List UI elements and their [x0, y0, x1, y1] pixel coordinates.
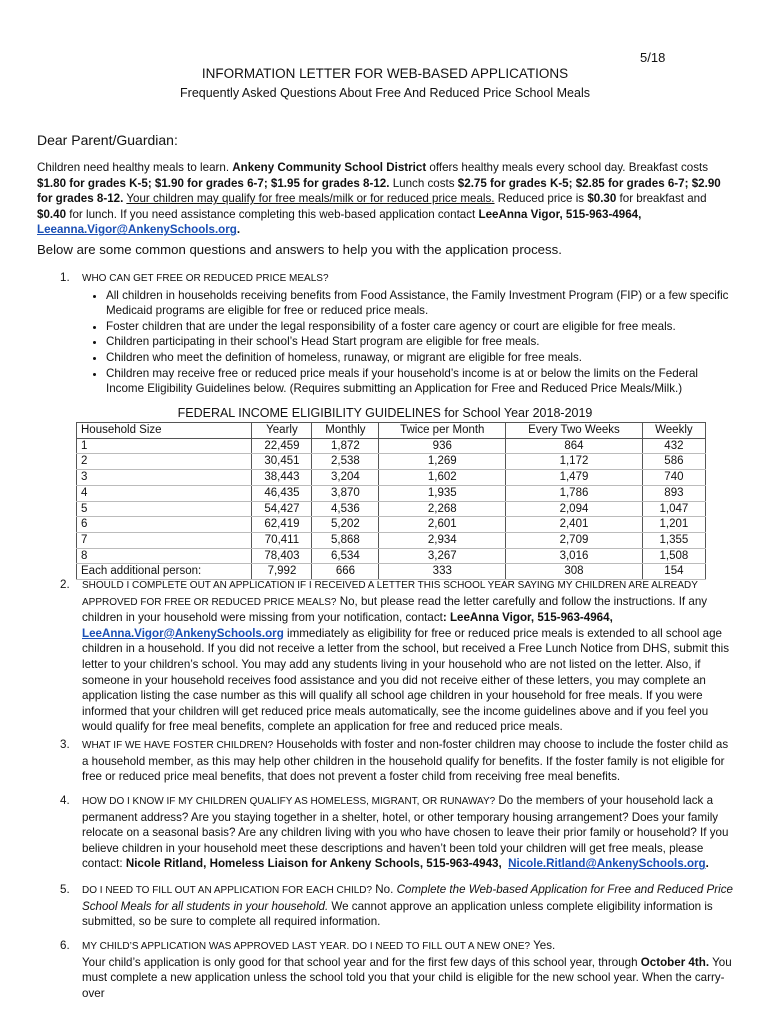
table-cell: 22,459 [252, 438, 312, 454]
table-row [77, 454, 706, 470]
contact-email-link[interactable]: LeeAnna.Vigor@AnkenySchools.org [82, 626, 284, 640]
text: . [236, 223, 241, 237]
table-cell: 54,427 [252, 501, 312, 517]
column-header: Weekly [642, 423, 705, 439]
table-cell: 1,201 [642, 517, 705, 533]
answer-emphasis: Complete the Web-based Application for Free and Reduced Price School Meals for all students in your household. [82, 883, 733, 913]
faq-item-2 [60, 577, 736, 735]
table-row [77, 517, 706, 533]
table-cell: Each additional person: [77, 564, 252, 580]
question: HOW DO I KNOW IF MY CHILDREN QUALIFY AS HOMELESS, MIGRANT, OR RUNAWAY? [82, 796, 496, 807]
question-number: 2. [60, 578, 70, 591]
answer-text: immediately as eligibility for free or reduced price meals is extended to all school age children in a household. If you did not receive a letter from the school, but received a Free Lunch Notice from DHS, submit this letter to your children’s school. You may add any students living in your household who are not listed on the letter. Also, if someone in your household receives food assistance and you did not receive either of these letters, you may complete an application listing the case number as this will qualify all school age children in your household for free meals. If you were informed that your children will get reduced price meals automatically, see the income guidelines above and if you feel you would qualify for free meal benefits, complete an application for free and reduced price meals. [82, 626, 729, 734]
table-cell: 6 [77, 517, 252, 533]
table-cell: 6,534 [312, 548, 379, 564]
answer-text: Yes. [530, 939, 556, 952]
table-cell: 1,269 [379, 454, 506, 470]
table-cell: 4,536 [312, 501, 379, 517]
table-cell: 586 [642, 454, 705, 470]
list-item: • Children may receive free or reduced price meals if your household’s income is at or below the limits on the Federal Income Eligibility Guidelines below. (Requires submitting an Application for Free and Reduced Price Meals/Milk.) [106, 366, 736, 397]
text: for lunch. If you need assistance completing this web-based application contact [66, 207, 479, 221]
answer-text: Households with foster and non-foster children may choose to include the foster child as a household member, as this may help other children in the household qualify for benefits. If the foster family is not eligible for free or reduced price meal benefits, that does not prevent a foster child from receiving free meal benefits. [82, 738, 729, 784]
intro-paragraph [37, 160, 737, 238]
table-cell: 8 [77, 548, 252, 564]
table-row [77, 470, 706, 486]
answer-text: No. [372, 883, 397, 896]
text: Lunch costs [389, 176, 458, 190]
text: Children need healthy meals to learn. [37, 161, 233, 174]
contact-email-link[interactable]: Leeanna.Vigor@AnkenySchools.org [37, 223, 237, 237]
table-cell: 3 [77, 470, 252, 486]
table-title: FEDERAL INCOME ELIGIBILITY GUIDELINES for School Year 2018-2019 [177, 406, 593, 420]
table-cell: 38,443 [252, 470, 312, 486]
table-cell: 3,016 [506, 548, 643, 564]
table-cell: 78,403 [252, 548, 312, 564]
question: DO I NEED TO FILL OUT AN APPLICATION FOR EACH CHILD? [82, 885, 373, 896]
table-cell: 1,508 [642, 548, 705, 564]
table-cell: 7 [77, 532, 252, 548]
reduced-lunch-price: $0.40 [37, 207, 67, 221]
question-number: 1. [60, 271, 70, 284]
question: SHOULD I COMPLETE OUT AN APPLICATION IF I RECEIVED A LETTER THIS SCHOOL YEAR SAYING MY CHILDREN ARE ALREADY APPROVED FOR FREE OR REDUCED PRICE MEALS? [82, 580, 698, 608]
table-row [77, 532, 706, 548]
document-date: 5/18 [640, 50, 666, 65]
table-cell: 2 [77, 454, 252, 470]
question-number: 4. [60, 794, 70, 807]
document-subtitle: Frequently Asked Questions About Free And Reduced Price School Meals [180, 86, 590, 100]
qualify-note: Your children may qualify for free meals/milk or for reduced price meals. [126, 192, 495, 206]
text: offers healthy meals every school day. Breakfast costs [426, 161, 709, 174]
table-cell: 3,870 [312, 485, 379, 501]
column-header: Yearly [252, 423, 312, 439]
column-header: Monthly [312, 423, 379, 439]
contact-name: Nicole Ritland, Homeless Liaison for Ankeny Schools, 515-963-4943, [125, 857, 502, 871]
table-cell: 1,935 [379, 485, 506, 501]
table-cell: 2,709 [506, 532, 643, 548]
faq-item-6 [60, 938, 736, 1001]
table-header-row [77, 423, 706, 439]
table-cell: 1,479 [506, 470, 643, 486]
eligibility-list [60, 288, 736, 397]
table-row [77, 548, 706, 564]
table-cell: 5 [77, 501, 252, 517]
table-cell: 3,204 [312, 470, 379, 486]
faq-item-3 [60, 737, 736, 785]
column-header: Every Two Weeks [506, 423, 643, 439]
answer-text: Do the members of your household lack a permanent address? Are you staying together in a shelter, hotel, or other temporary housing arrangement? Does your family relocate on a seasonal basis? Are any children living with you who have chosen to leave their prior family or household? If you believe children in your household meet these descriptions and haven’t been told your children will get free meals, please contact: [82, 794, 729, 871]
table-cell: 333 [379, 564, 506, 580]
question-number: 5. [60, 883, 70, 896]
table-cell: 864 [506, 438, 643, 454]
table-cell: 666 [312, 564, 379, 580]
lunch-prices: $2.75 for grades K-5; $2.85 for grades 6-7; $2.90 for grades 8-12. [37, 176, 721, 206]
table-cell: 432 [642, 438, 705, 454]
table-cell: 70,411 [252, 532, 312, 548]
table-row [77, 501, 706, 517]
reduced-breakfast-price: $0.30 [587, 192, 617, 206]
table-row [77, 485, 706, 501]
text: . [705, 857, 709, 871]
table-cell: 7,992 [252, 564, 312, 580]
answer-text: We cannot approve an application unless complete eligibility information is submitted, so be sure to complete all required information. [82, 899, 713, 929]
table-cell: 1,172 [506, 454, 643, 470]
intro-lead: Below are some common questions and answers to help you with the application process. [37, 242, 562, 257]
table-cell: 30,451 [252, 454, 312, 470]
table-cell: 1,355 [642, 532, 705, 548]
question: WHAT IF WE HAVE FOSTER CHILDREN? [82, 740, 274, 751]
question: WHO CAN GET FREE OR REDUCED PRICE MEALS? [82, 273, 329, 284]
table-cell: 3,267 [379, 548, 506, 564]
contact-name: : LeeAnna Vigor, 515-963-4964, [442, 611, 613, 625]
list-item: • Children who meet the definition of homeless, runaway, or migrant are eligible for free meals. [106, 350, 736, 366]
table-cell: 4 [77, 485, 252, 501]
column-header: Household Size [77, 423, 252, 439]
table-cell: 740 [642, 470, 705, 486]
text: Reduced price is [494, 192, 588, 206]
list-item: • Foster children that are under the legal responsibility of a foster care agency or court are eligible for free meals. [106, 319, 736, 335]
table-row [77, 438, 706, 454]
contact-email-link[interactable]: Nicole.Ritland@AnkenySchools.org [508, 857, 706, 871]
breakfast-prices: $1.80 for grades K-5; $1.90 for grades 6-7; $1.95 for grades 8-12. [37, 176, 390, 190]
answer-text: No, but please read the letter carefully and follow the instructions. If any children in your household were missing from your notification, contact [82, 594, 708, 625]
table-cell: 5,202 [312, 517, 379, 533]
question-number: 6. [60, 939, 70, 952]
table-cell: 1,602 [379, 470, 506, 486]
document-title: INFORMATION LETTER FOR WEB-BASED APPLICATIONS [201, 66, 569, 81]
table-cell: 5,868 [312, 532, 379, 548]
answer-text: You must complete a new application unless the school told you that your child is eligible for the new school year. When the carry-over [82, 955, 732, 1000]
deadline-date: October 4th. [640, 955, 710, 969]
text: for breakfast and [616, 192, 707, 206]
table-cell: 62,419 [252, 517, 312, 533]
table-cell: 1,786 [506, 485, 643, 501]
list-item: • All children in households receiving benefits from Food Assistance, the Family Investment Program (FIP) or a few specific Medicaid programs are eligible for free or reduced price meals. [106, 288, 736, 319]
table-cell: 2,538 [312, 454, 379, 470]
faq-item-1 [60, 270, 736, 397]
question-number: 3. [60, 738, 70, 751]
greeting: Dear Parent/Guardian: [37, 132, 178, 148]
table-cell: 2,268 [379, 501, 506, 517]
income-eligibility-table [76, 422, 706, 580]
table-cell: 154 [642, 564, 705, 580]
district-name: Ankeny Community School District [232, 161, 427, 174]
table-cell: 46,435 [252, 485, 312, 501]
table-cell: 2,401 [506, 517, 643, 533]
table-cell: 893 [642, 485, 705, 501]
table-cell: 1,047 [642, 501, 705, 517]
table-cell: 308 [506, 564, 643, 580]
faq-item-4 [60, 793, 736, 872]
table-cell: 1,872 [312, 438, 379, 454]
table-cell: 2,601 [379, 517, 506, 533]
list-item: • Children participating in their school’s Head Start program are eligible for free meals. [106, 334, 736, 350]
table-cell: 2,094 [506, 501, 643, 517]
answer-text: Your child’s application is only good for that school year and for the first few days of this school year, through [82, 955, 641, 969]
contact-name: LeeAnna Vigor, 515-963-4964, [478, 207, 642, 221]
question: MY CHILD’S APPLICATION WAS APPROVED LAST YEAR. DO I NEED TO FILL OUT A NEW ONE? [82, 941, 531, 952]
faq-item-5 [60, 882, 736, 930]
table-cell: 1 [77, 438, 252, 454]
table-cell: 936 [379, 438, 506, 454]
column-header: Twice per Month [379, 423, 506, 439]
table-cell: 2,934 [379, 532, 506, 548]
